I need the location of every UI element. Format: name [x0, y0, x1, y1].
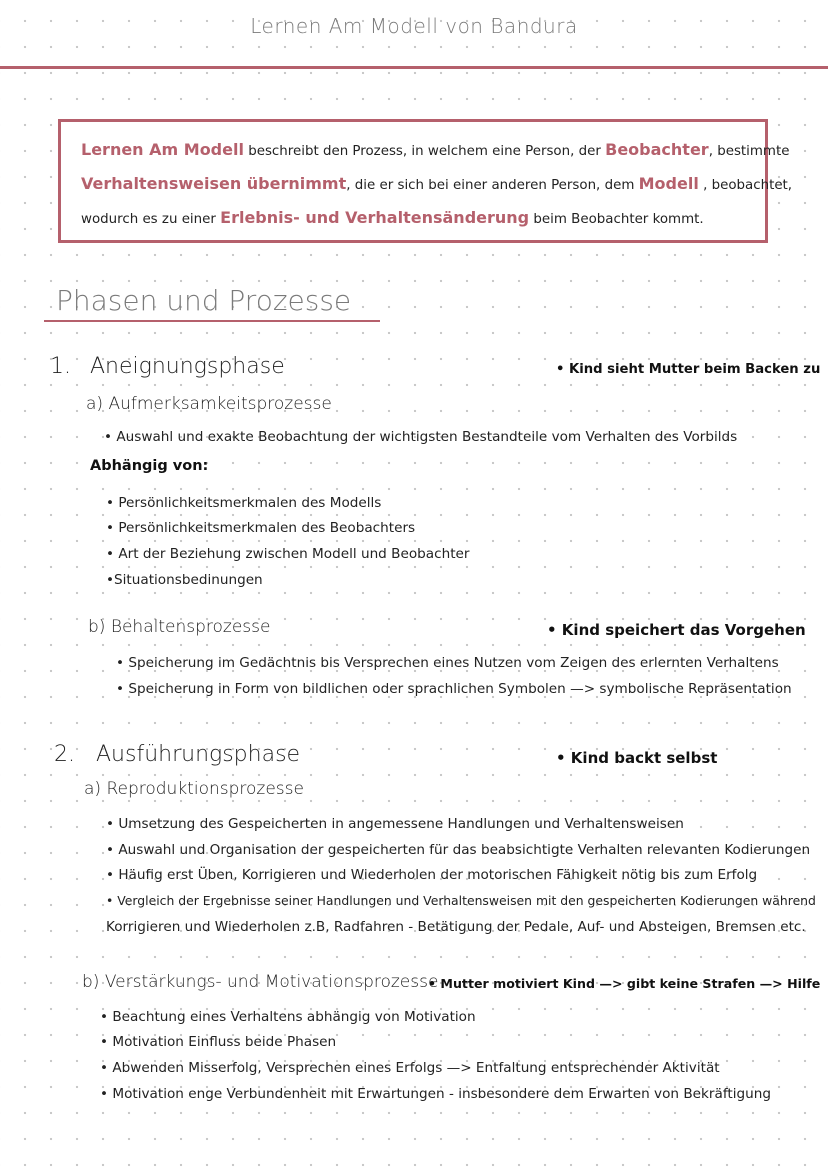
phase-1b-item: • Speicherung im Gedächtnis bis Versprechen eines Nutzen vom Zeigen des erlernten Verhaltens: [116, 655, 779, 671]
phase-2-number: 2.: [54, 742, 75, 767]
phase-1-number: 1.: [50, 354, 71, 379]
depends-item: • Persönlichkeitsmerkmalen des Beobachters: [106, 520, 416, 536]
phase-2b-item: • Motivation enge Verbundenheit mit Erwartungen - insbesondere dem Erwarten von Bekräftigung: [100, 1086, 771, 1102]
title-underline: [0, 66, 828, 69]
definition-line-3: [81, 202, 749, 236]
phase-2a-item: • Umsetzung des Gespeicherten in angemessene Handlungen und Verhaltensweisen: [106, 816, 684, 832]
phase-2b-item: • Abwenden Misserfolg, Versprechen eines Erfolgs —> Entfaltung entsprechender Aktivität: [100, 1060, 720, 1076]
phase-2a-item: Korrigieren und Wiederholen z.B, Radfahren - Betätigung der Pedale, Auf- und Absteigen, Bremsen etc.: [106, 919, 806, 935]
term-erlebnisaenderung: Erlebnis- und Verhaltensänderung: [220, 208, 530, 227]
phase-2b-item: • Beachtung eines Verhaltens abhängig von Motivation: [100, 1009, 476, 1025]
term-lernen-am-modell: Lernen Am Modell: [81, 140, 244, 159]
term-modell: Modell: [638, 174, 699, 193]
definition-text: , bestimmte: [708, 144, 790, 159]
section-title: Phasen und Prozesse: [56, 284, 352, 317]
depends-item: • Persönlichkeitsmerkmalen des Modells: [106, 495, 382, 511]
definition-line-1: [81, 134, 790, 168]
phase-2b-title: b) Verstärkungs- und Motivationsprozesse: [82, 972, 439, 992]
definition-text: beim Beobachter kommt.: [529, 212, 704, 227]
section-underline: [44, 320, 380, 322]
definition-text: beschreibt den Prozess, in welchem eine Person, der: [243, 144, 606, 159]
phase-1-title: Aneignungsphase: [90, 354, 285, 379]
phase-2b-item: • Motivation Einfluss beide Phasen: [100, 1034, 337, 1050]
phase-2b-example: • Mutter motiviert Kind —> gibt keine Strafen —> Hilfe: [428, 976, 821, 991]
definition-text: , beobachtet,: [698, 178, 793, 193]
phase-2a-item: • Häufig erst Üben, Korrigieren und Wiederholen der motorischen Fähigkeit nötig bis zum Erfolg: [106, 867, 758, 883]
depends-item: • Art der Beziehung zwischen Modell und Beobachter: [106, 546, 470, 562]
definition-text: , die er sich bei einer anderen Person, dem: [346, 178, 639, 193]
phase-2a-item: • Vergleich der Ergebnisse seiner Handlungen und Verhaltensweisen mit den gespeicherten Kodierungen während: [106, 893, 816, 908]
term-beobachter: Beobachter: [605, 140, 709, 159]
phase-2-title: Ausführungsphase: [96, 742, 301, 767]
phase-1b-title: b) Behaltensprozesse: [88, 617, 271, 637]
term-verhaltensweisen: Verhaltensweisen übernimmt: [81, 174, 347, 193]
page-title: Lernen Am Modell von Bandura: [250, 14, 578, 38]
definition-box: [58, 119, 793, 243]
phase-1a-title: a) Aufmerksamkeitsprozesse: [86, 394, 332, 414]
phase-2a-title: a) Reproduktionsprozesse: [84, 779, 304, 799]
phase-1a-item: • Auswahl und exakte Beobachtung der wichtigsten Bestandteile vom Verhalten des Vorbilds: [104, 429, 738, 445]
phase-2-example: • Kind backt selbst: [556, 749, 718, 767]
depends-label: Abhängig von:: [90, 458, 209, 474]
phase-1-example: • Kind sieht Mutter beim Backen zu: [556, 362, 821, 377]
phase-1b-example: • Kind speichert das Vorgehen: [547, 621, 806, 639]
definition-text: wodurch es zu einer: [81, 212, 221, 227]
phase-1b-item: • Speicherung in Form von bildlichen oder sprachlichen Symbolen —> symbolische Repräsentation: [116, 681, 792, 697]
depends-item: •Situationsbedinungen: [106, 572, 263, 588]
phase-2a-item: • Auswahl und Organisation der gespeicherten für das beabsichtigte Verhalten relevanten Kodierungen: [106, 842, 811, 858]
definition-line-2: [81, 168, 793, 202]
